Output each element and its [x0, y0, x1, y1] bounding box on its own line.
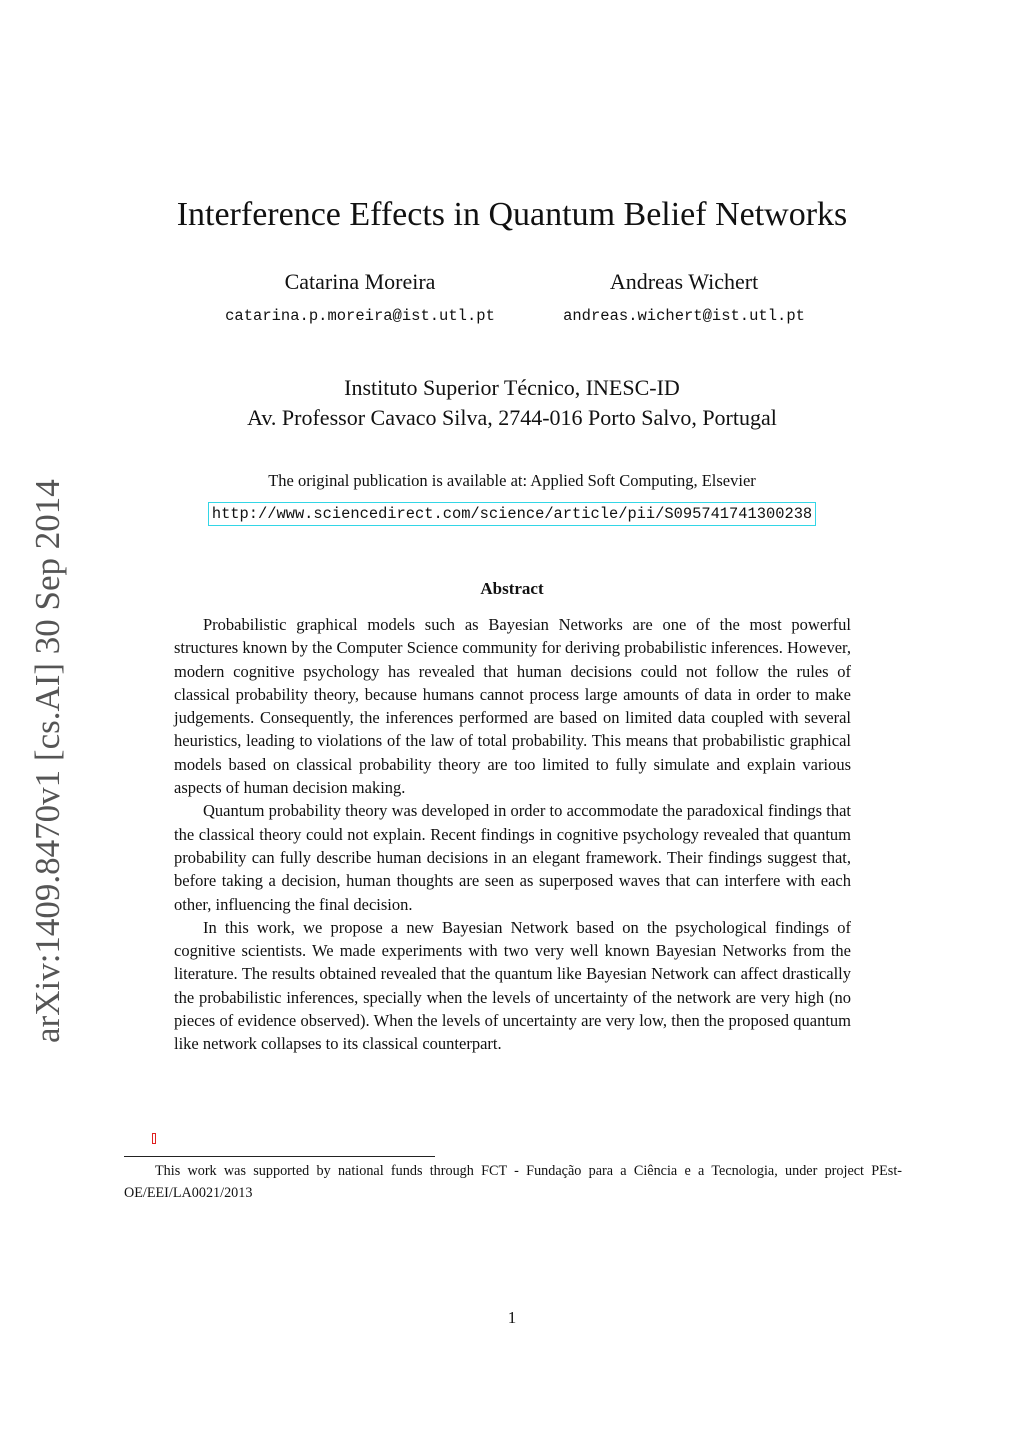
affiliation-address: Av. Professor Cavaco Silva, 2744-016 Porto Salvo, Portugal	[247, 405, 777, 430]
abstract-body	[174, 613, 851, 1056]
abstract-paragraph: Quantum probability theory was developed in order to accommodate the paradoxical findings that the classical theory could not explain. Recent findings in cognitive psychology revealed that quantum probability can fully describe human decisions in an elegant framework. Their findings suggest that, before taking a decision, human thoughts are seen as superposed waves that can interfere with each other, influencing the final decision.	[174, 801, 851, 914]
author-email: andreas.wichert@ist.utl.pt	[563, 307, 805, 325]
abstract-paragraph: In this work, we propose a new Bayesian Network based on the psychological findings of cognitive scientists. We made experiments with two very well known Bayesian Networks from the literature. The results obtained revealed that the quantum like Bayesian Network can affect drastically the probabilistic inferences, specially when the levels of uncertainty of the network are very high (no pieces of evidence observed). When the levels of uncertainty are very low, then the proposed quantum like network collapses to its classical counterpart.	[174, 917, 851, 1054]
footnote: This work was supported by national funds through FCT - Fundação para a Ciência e a Tecnologia, under project PEst-OE/EEI/LA0021/2013	[124, 1163, 902, 1201]
abstract-paragraph: Probabilistic graphical models such as Bayesian Networks are one of the most powerful structures known by the Computer Science community for deriving probabilistic inferences. However, modern cognitive psychology has revealed that human decisions could not follow the rules of classical probability theory, because humans cannot process large amounts of data in order to make judgements. Consequently, the inferences performed are based on limited data coupled with several heuristics, leading to violations of the law of total probability. This means that probabilistic graphical models based on classical probability theory are too limited to fully simulate and explain various aspects of human decision making.	[174, 615, 851, 798]
publication-link[interactable]: http://www.sciencedirect.com/science/article/pii/S095741741300238	[208, 502, 816, 526]
arxiv-identifier: arXiv:1409.8470v1 [cs.AI] 30 Sep 2014	[28, 479, 67, 1043]
affiliation-institute: Instituto Superior Técnico, INESC-ID	[344, 375, 680, 400]
author-name: Andreas Wichert	[609, 269, 759, 294]
author-block-2	[474, 268, 894, 326]
paper-title: Interference Effects in Quantum Belief Networks	[176, 196, 848, 233]
abstract-heading: Abstract	[480, 579, 544, 598]
author-email: catarina.p.moreira@ist.utl.pt	[225, 307, 495, 325]
footnote-marker-link[interactable]	[152, 1133, 156, 1144]
publication-link-wrapper	[0, 502, 1024, 526]
publication-note: The original publication is available at: Applied Soft Computing, Elsevier	[268, 471, 756, 490]
footnote-divider	[124, 1156, 435, 1157]
author-name: Catarina Moreira	[284, 269, 436, 294]
affiliation	[0, 373, 1024, 433]
page-number: 1	[507, 1308, 517, 1327]
